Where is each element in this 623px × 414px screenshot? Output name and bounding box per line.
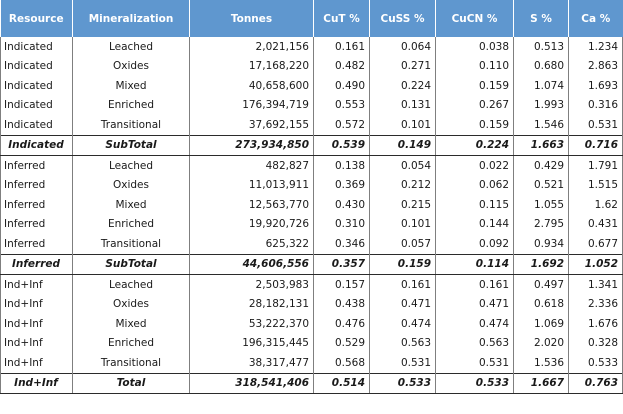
- cell-mineralization: Leached: [73, 37, 190, 57]
- cell-resource: Indicated: [1, 115, 73, 135]
- cell-cucn: 0.159: [436, 115, 514, 135]
- table-row: [1, 76, 623, 96]
- cell-resource: Inferred: [1, 195, 73, 215]
- cell-cuss: 0.101: [370, 115, 436, 135]
- cell-tonnes: 2,503,983: [190, 275, 314, 295]
- cell-cut: 0.430: [314, 195, 370, 215]
- table-row: [1, 96, 623, 116]
- cell-mineralization: SubTotal: [73, 135, 190, 156]
- cell-mineralization: Mixed: [73, 314, 190, 334]
- cell-mineralization: Oxides: [73, 295, 190, 315]
- cell-tonnes: 625,322: [190, 234, 314, 254]
- cell-s: 0.429: [514, 156, 569, 176]
- cell-resource: Ind+Inf: [1, 314, 73, 334]
- cell-cucn: 0.563: [436, 334, 514, 354]
- cell-tonnes: 2,021,156: [190, 37, 314, 57]
- cell-ca: 0.328: [569, 334, 623, 354]
- cell-cuss: 0.149: [370, 135, 436, 156]
- cell-tonnes: 482,827: [190, 156, 314, 176]
- table-row: [1, 176, 623, 196]
- cell-cut: 0.438: [314, 295, 370, 315]
- cell-cucn: 0.038: [436, 37, 514, 57]
- cell-mineralization: Enriched: [73, 96, 190, 116]
- cell-ca: 0.716: [569, 135, 623, 156]
- cell-cut: 0.357: [314, 254, 370, 275]
- cell-s: 1.074: [514, 76, 569, 96]
- cell-cut: 0.529: [314, 334, 370, 354]
- cell-s: 1.993: [514, 96, 569, 116]
- table-body: [1, 37, 623, 394]
- table-row: [1, 57, 623, 77]
- cell-mineralization: Total: [73, 373, 190, 394]
- cell-mineralization: Transitional: [73, 353, 190, 373]
- table-row: [1, 195, 623, 215]
- cell-cut: 0.138: [314, 156, 370, 176]
- cell-ca: 0.677: [569, 234, 623, 254]
- cell-resource: Ind+Inf: [1, 295, 73, 315]
- table-row: [1, 156, 623, 176]
- cell-ca: 0.431: [569, 215, 623, 235]
- table-row: [1, 215, 623, 235]
- cell-cut: 0.369: [314, 176, 370, 196]
- cell-cuss: 0.131: [370, 96, 436, 116]
- cell-s: 1.055: [514, 195, 569, 215]
- cell-s: 0.618: [514, 295, 569, 315]
- cell-tonnes: 37,692,155: [190, 115, 314, 135]
- cell-mineralization: SubTotal: [73, 254, 190, 275]
- cell-tonnes: 38,317,477: [190, 353, 314, 373]
- cell-cut: 0.568: [314, 353, 370, 373]
- cell-s: 2.020: [514, 334, 569, 354]
- header-cucn: CuCN %: [436, 0, 514, 37]
- cell-cuss: 0.271: [370, 57, 436, 77]
- cell-ca: 1.515: [569, 176, 623, 196]
- cell-ca: 0.316: [569, 96, 623, 116]
- cell-cucn: 0.144: [436, 215, 514, 235]
- cell-resource: Inferred: [1, 176, 73, 196]
- cell-cucn: 0.267: [436, 96, 514, 116]
- cell-cut: 0.490: [314, 76, 370, 96]
- cell-tonnes: 12,563,770: [190, 195, 314, 215]
- cell-cucn: 0.114: [436, 254, 514, 275]
- cell-tonnes: 273,934,850: [190, 135, 314, 156]
- header-resource: Resource: [1, 0, 73, 37]
- cell-tonnes: 17,168,220: [190, 57, 314, 77]
- cell-mineralization: Mixed: [73, 76, 190, 96]
- cell-cut: 0.482: [314, 57, 370, 77]
- cell-s: 1.667: [514, 373, 569, 394]
- cell-cut: 0.346: [314, 234, 370, 254]
- subtotal-row: [1, 135, 623, 156]
- cell-cuss: 0.054: [370, 156, 436, 176]
- cell-cucn: 0.224: [436, 135, 514, 156]
- cell-cut: 0.157: [314, 275, 370, 295]
- cell-mineralization: Transitional: [73, 115, 190, 135]
- cell-cuss: 0.064: [370, 37, 436, 57]
- cell-cuss: 0.159: [370, 254, 436, 275]
- cell-resource: Ind+Inf: [1, 334, 73, 354]
- cell-ca: 0.533: [569, 353, 623, 373]
- table-row: [1, 234, 623, 254]
- subtotal-row: [1, 254, 623, 275]
- cell-cuss: 0.531: [370, 353, 436, 373]
- cell-s: 1.692: [514, 254, 569, 275]
- cell-cucn: 0.022: [436, 156, 514, 176]
- cell-cuss: 0.101: [370, 215, 436, 235]
- cell-resource: Inferred: [1, 254, 73, 275]
- cell-ca: 1.052: [569, 254, 623, 275]
- cell-ca: 1.62: [569, 195, 623, 215]
- header-ca: Ca %: [569, 0, 623, 37]
- cell-s: 0.680: [514, 57, 569, 77]
- table-row: [1, 37, 623, 57]
- cell-ca: 1.234: [569, 37, 623, 57]
- cell-s: 1.069: [514, 314, 569, 334]
- cell-s: 0.497: [514, 275, 569, 295]
- header-cuss: CuSS %: [370, 0, 436, 37]
- subtotal-row: [1, 373, 623, 394]
- cell-resource: Indicated: [1, 57, 73, 77]
- cell-cut: 0.476: [314, 314, 370, 334]
- cell-tonnes: 19,920,726: [190, 215, 314, 235]
- cell-ca: 1.341: [569, 275, 623, 295]
- cell-resource: Inferred: [1, 215, 73, 235]
- table-row: [1, 353, 623, 373]
- cell-cut: 0.572: [314, 115, 370, 135]
- cell-cuss: 0.057: [370, 234, 436, 254]
- cell-tonnes: 44,606,556: [190, 254, 314, 275]
- table-row: [1, 334, 623, 354]
- cell-cut: 0.310: [314, 215, 370, 235]
- cell-tonnes: 40,658,600: [190, 76, 314, 96]
- cell-s: 2.795: [514, 215, 569, 235]
- cell-s: 0.513: [514, 37, 569, 57]
- table-row: [1, 115, 623, 135]
- cell-cuss: 0.212: [370, 176, 436, 196]
- table-row: [1, 295, 623, 315]
- cell-cucn: 0.062: [436, 176, 514, 196]
- header-cut: CuT %: [314, 0, 370, 37]
- cell-ca: 0.763: [569, 373, 623, 394]
- table-row: [1, 314, 623, 334]
- cell-s: 1.546: [514, 115, 569, 135]
- header-mineralization: Mineralization: [73, 0, 190, 37]
- cell-cut: 0.553: [314, 96, 370, 116]
- cell-tonnes: 28,182,131: [190, 295, 314, 315]
- cell-resource: Indicated: [1, 135, 73, 156]
- header-tonnes: Tonnes: [190, 0, 314, 37]
- cell-mineralization: Mixed: [73, 195, 190, 215]
- cell-mineralization: Enriched: [73, 215, 190, 235]
- cell-s: 0.934: [514, 234, 569, 254]
- cell-cucn: 0.531: [436, 353, 514, 373]
- cell-tonnes: 318,541,406: [190, 373, 314, 394]
- header-s: S %: [514, 0, 569, 37]
- cell-mineralization: Leached: [73, 156, 190, 176]
- cell-resource: Inferred: [1, 234, 73, 254]
- cell-resource: Inferred: [1, 156, 73, 176]
- cell-cut: 0.514: [314, 373, 370, 394]
- header-row: [1, 0, 623, 37]
- cell-mineralization: Leached: [73, 275, 190, 295]
- cell-resource: Ind+Inf: [1, 373, 73, 394]
- cell-cucn: 0.092: [436, 234, 514, 254]
- cell-resource: Indicated: [1, 96, 73, 116]
- cell-resource: Ind+Inf: [1, 275, 73, 295]
- cell-ca: 2.863: [569, 57, 623, 77]
- cell-s: 0.521: [514, 176, 569, 196]
- cell-ca: 0.531: [569, 115, 623, 135]
- cell-cuss: 0.215: [370, 195, 436, 215]
- cell-mineralization: Oxides: [73, 57, 190, 77]
- cell-cucn: 0.533: [436, 373, 514, 394]
- cell-cuss: 0.474: [370, 314, 436, 334]
- cell-resource: Indicated: [1, 76, 73, 96]
- cell-cucn: 0.110: [436, 57, 514, 77]
- cell-mineralization: Enriched: [73, 334, 190, 354]
- cell-tonnes: 53,222,370: [190, 314, 314, 334]
- cell-tonnes: 196,315,445: [190, 334, 314, 354]
- cell-resource: Indicated: [1, 37, 73, 57]
- cell-cucn: 0.474: [436, 314, 514, 334]
- cell-ca: 1.693: [569, 76, 623, 96]
- cell-s: 1.536: [514, 353, 569, 373]
- cell-tonnes: 11,013,911: [190, 176, 314, 196]
- cell-tonnes: 176,394,719: [190, 96, 314, 116]
- cell-cuss: 0.563: [370, 334, 436, 354]
- cell-cut: 0.539: [314, 135, 370, 156]
- cell-cuss: 0.224: [370, 76, 436, 96]
- cell-ca: 1.676: [569, 314, 623, 334]
- cell-ca: 2.336: [569, 295, 623, 315]
- table-row: [1, 275, 623, 295]
- cell-cucn: 0.115: [436, 195, 514, 215]
- cell-mineralization: Oxides: [73, 176, 190, 196]
- cell-resource: Ind+Inf: [1, 353, 73, 373]
- cell-cucn: 0.471: [436, 295, 514, 315]
- cell-mineralization: Transitional: [73, 234, 190, 254]
- cell-cucn: 0.159: [436, 76, 514, 96]
- cell-cuss: 0.161: [370, 275, 436, 295]
- cell-ca: 1.791: [569, 156, 623, 176]
- cell-cuss: 0.471: [370, 295, 436, 315]
- cell-cut: 0.161: [314, 37, 370, 57]
- cell-s: 1.663: [514, 135, 569, 156]
- cell-cucn: 0.161: [436, 275, 514, 295]
- cell-cuss: 0.533: [370, 373, 436, 394]
